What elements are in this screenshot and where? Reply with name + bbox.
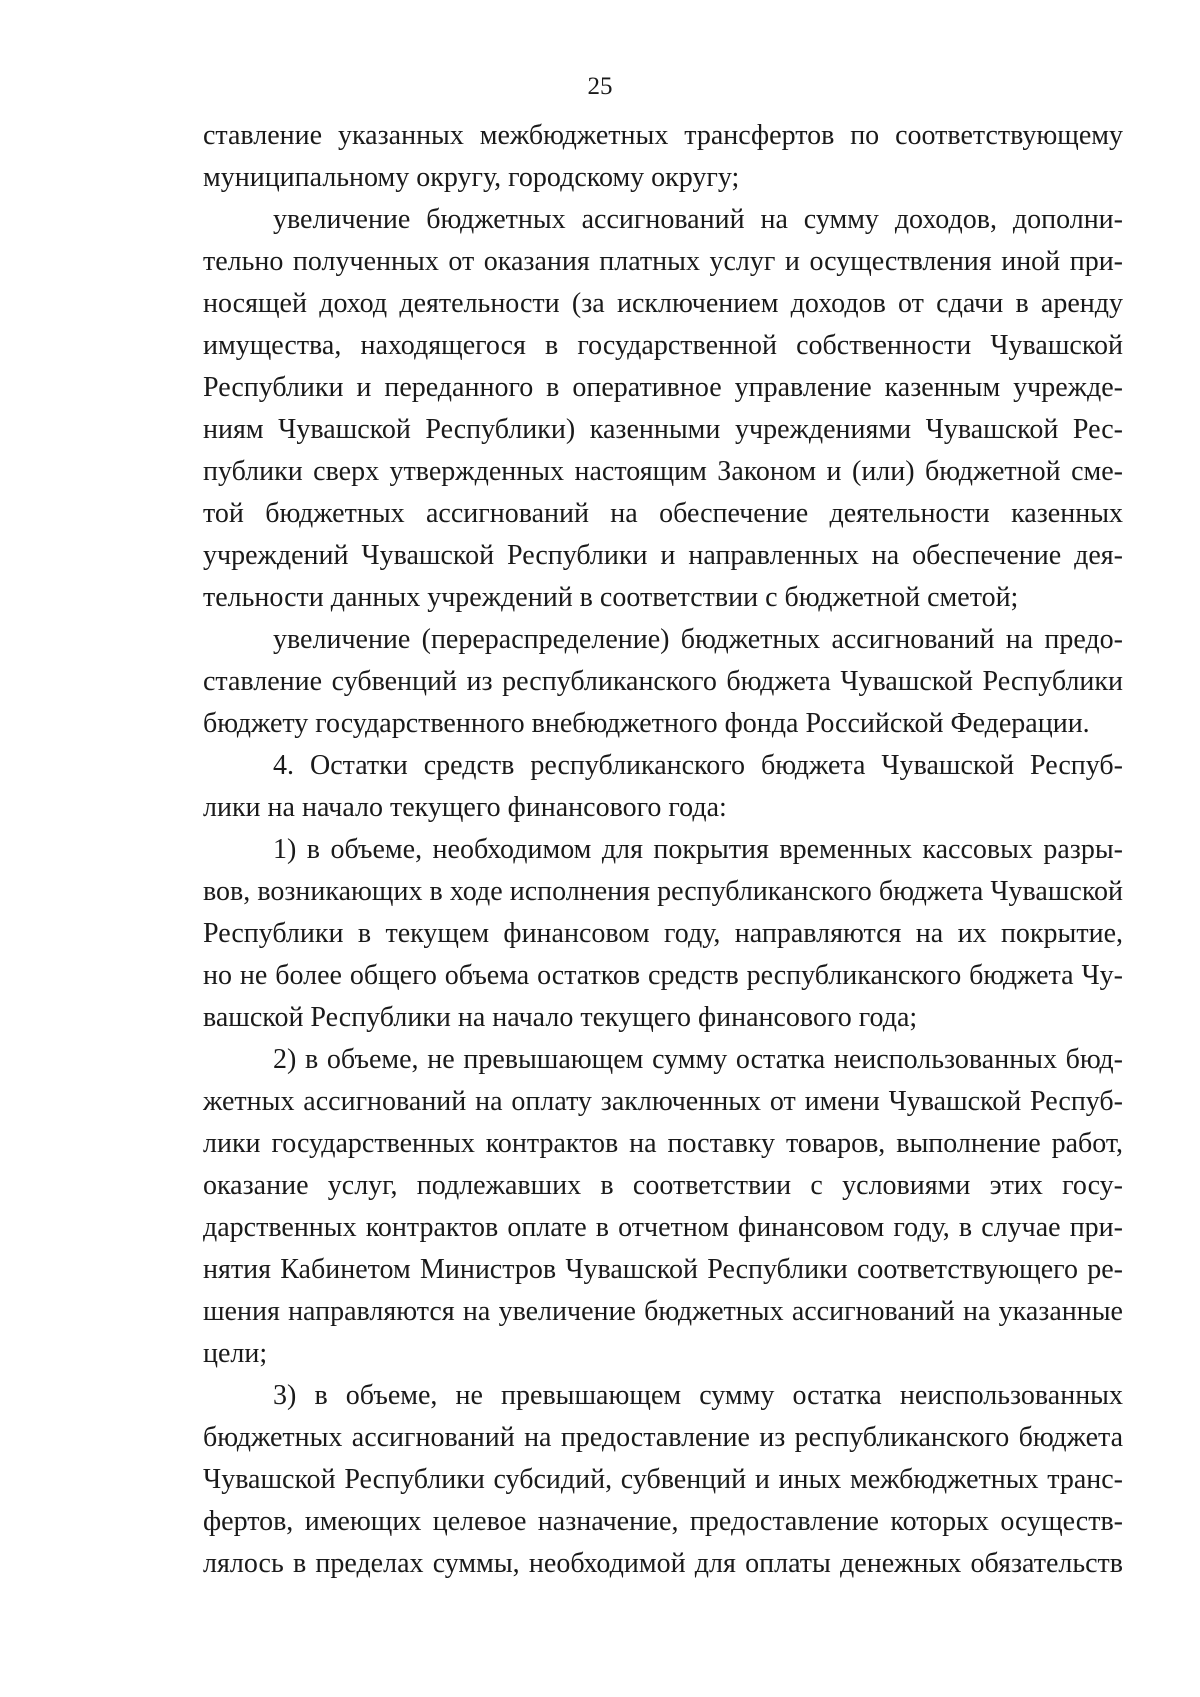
text-line: публики сверх утвержденных настоящим Законом и (или) бюджетной сме- bbox=[203, 456, 1123, 487]
text-line: носящей доход деятельности (за исключением доходов от сдачи в аренду bbox=[203, 288, 1123, 319]
text-line: Республики и переданного в оперативное управление казенным учрежде- bbox=[203, 372, 1123, 403]
text-line: жетных ассигнований на оплату заключенных от имени Чувашской Респуб- bbox=[203, 1086, 1123, 1117]
text-line: увеличение бюджетных ассигнований на сумму доходов, дополни- bbox=[273, 204, 1123, 235]
text-line: вашской Республики на начало текущего финансового года; bbox=[203, 1002, 918, 1033]
text-line: муниципальному округу, городскому округу; bbox=[203, 162, 740, 193]
text-line: имущества, находящегося в государственной собственности Чувашской bbox=[203, 330, 1123, 361]
text-line: той бюджетных ассигнований на обеспечение деятельности казенных bbox=[203, 498, 1123, 529]
text-line: 2) в объеме, не превышающем сумму остатка неиспользованных бюд- bbox=[273, 1044, 1123, 1075]
text-line: ставление субвенций из республиканского бюджета Чувашской Республики bbox=[203, 666, 1123, 697]
text-line: вов, возникающих в ходе исполнения республиканского бюджета Чувашской bbox=[203, 876, 1123, 907]
text-line: бюджету государственного внебюджетного фонда Российской Федерации. bbox=[203, 708, 1090, 739]
body-text bbox=[203, 115, 1123, 1585]
text-line: цели; bbox=[203, 1338, 268, 1369]
text-line: оказание услуг, подлежавших в соответствии с условиями этих госу- bbox=[203, 1170, 1123, 1201]
text-line: лики государственных контрактов на поставку товаров, выполнение работ, bbox=[203, 1128, 1123, 1159]
text-line: нятия Кабинетом Министров Чувашской Республики соответствующего ре- bbox=[203, 1254, 1123, 1285]
text-line: ниям Чувашской Республики) казенными учреждениями Чувашской Рес- bbox=[203, 414, 1123, 445]
text-line: тельно полученных от оказания платных услуг и осуществления иной при- bbox=[203, 246, 1123, 277]
page-number: 25 bbox=[587, 73, 613, 100]
text-line: учреждений Чувашской Республики и направленных на обеспечение дея- bbox=[203, 540, 1123, 571]
text-line: 3) в объеме, не превышающем сумму остатка неиспользованных bbox=[273, 1380, 1123, 1411]
text-line: дарственных контрактов оплате в отчетном финансовом году, в случае при- bbox=[203, 1212, 1123, 1243]
text-line: лики на начало текущего финансового года: bbox=[203, 792, 727, 823]
text-line: 4. Остатки средств республиканского бюджета Чувашской Респуб- bbox=[273, 750, 1123, 781]
text-line: тельности данных учреждений в соответствии с бюджетной сметой; bbox=[203, 582, 1019, 613]
text-line: 1) в объеме, необходимом для покрытия временных кассовых разры- bbox=[273, 834, 1123, 865]
text-line: но не более общего объема остатков средств республиканского бюджета Чу- bbox=[203, 960, 1123, 991]
text-line: лялось в пределах суммы, необходимой для оплаты денежных обязательств bbox=[203, 1548, 1123, 1579]
text-line: ставление указанных межбюджетных трансфертов по соответствующему bbox=[203, 120, 1123, 151]
text-line: шения направляются на увеличение бюджетных ассигнований на указанные bbox=[203, 1296, 1123, 1327]
text-line: Чувашской Республики субсидий, субвенций и иных межбюджетных транс- bbox=[203, 1464, 1123, 1495]
text-line: бюджетных ассигнований на предоставление из республиканского бюджета bbox=[203, 1422, 1123, 1453]
text-line: увеличение (перераспределение) бюджетных ассигнований на предо- bbox=[273, 624, 1123, 655]
text-line: Республики в текущем финансовом году, направляются на их покрытие, bbox=[203, 918, 1123, 949]
text-line: фертов, имеющих целевое назначение, предоставление которых осуществ- bbox=[203, 1506, 1123, 1537]
